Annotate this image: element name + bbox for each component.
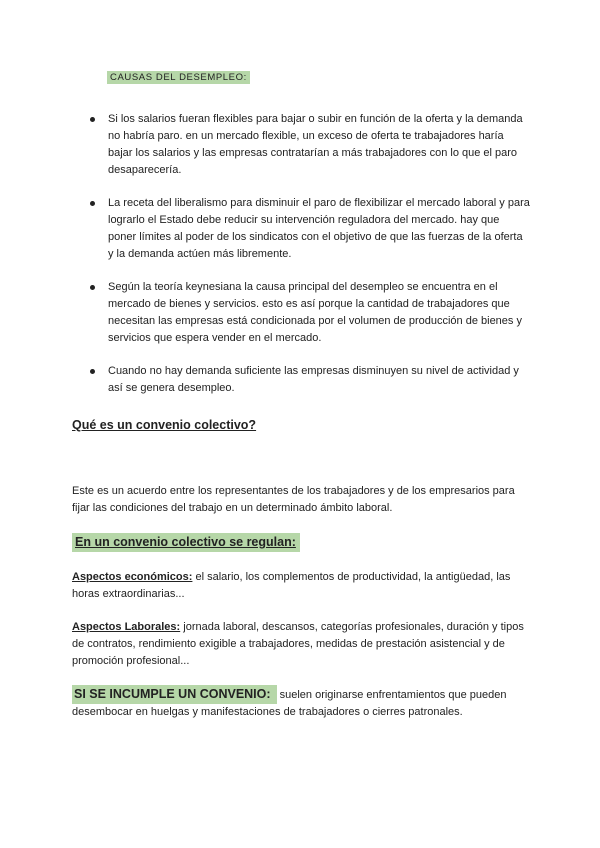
regulan-heading: En un convenio colectivo se regulan: — [72, 533, 300, 552]
incumple-paragraph — [72, 686, 532, 721]
list-item-text: Si los salarios fueran flexibles para bajar o subir en función de la oferta y la demanda no habría paro. en un mercado flexible, un exceso de oferta te trabajadores haría bajar los salarios y las empresas contratarían a más trabajadores con lo que el paro desaparecería. — [108, 113, 523, 176]
bullet-icon — [90, 117, 95, 122]
incumple-text: suelen originarse enfrentamientos que pueden desembocar en huelgas y manifestaciones de trabajadores o cierres patronales. — [72, 689, 507, 718]
list-item — [88, 279, 530, 347]
economicos-label: Aspectos económicos: — [72, 571, 193, 583]
convenio-question-heading: Qué es un convenio colectivo? — [72, 418, 257, 432]
economicos-paragraph — [72, 569, 532, 603]
causas-heading: CAUSAS DEL DESEMPLEO: — [107, 71, 250, 84]
list-item-text: La receta del liberalismo para disminuir el paro de flexibilizar el mercado laboral y para lograrlo el Estado debe reducir su intervención reguladora del mercado. hay que poner límites al poder de los sindicatos con el objetivo de que las fuerzas de la oferta y la demanda actúen más libremente. — [108, 197, 530, 260]
economicos-text: el salario, los complementos de productividad, la antigüedad, las horas extraordinarias... — [72, 571, 511, 600]
list-item — [88, 363, 530, 397]
causas-list — [88, 111, 530, 413]
list-item-text: Cuando no hay demanda suficiente las empresas disminuyen su nivel de actividad y así se genera desempleo. — [108, 365, 519, 394]
list-item-text: Según la teoría keynesiana la causa principal del desempleo se encuentra en el mercado de bienes y servicios. esto es así porque la cantidad de trabajadores que necesitan las empresas está condicionada por el volumen de producción de bienes y servicios que espera vender en el mercado. — [108, 281, 522, 344]
list-item — [88, 111, 530, 179]
bullet-icon — [90, 285, 95, 290]
laborales-text: jornada laboral, descansos, categorías profesionales, duración y tipos de contratos, rendimiento exigible a trabajadores, medidas de prestación asistencial y de promoción profesional... — [72, 621, 524, 667]
incumple-label: SI SE INCUMPLE UN CONVENIO: — [72, 685, 277, 704]
laborales-paragraph — [72, 619, 532, 670]
convenio-definition: Este es un acuerdo entre los representantes de los trabajadores y de los empresarios para fijar las condiciones del trabajo en un determinado ámbito laboral. — [72, 485, 515, 514]
list-item — [88, 195, 530, 263]
bullet-icon — [90, 201, 95, 206]
laborales-label: Aspectos Laborales: — [72, 621, 181, 633]
bullet-icon — [90, 369, 95, 374]
